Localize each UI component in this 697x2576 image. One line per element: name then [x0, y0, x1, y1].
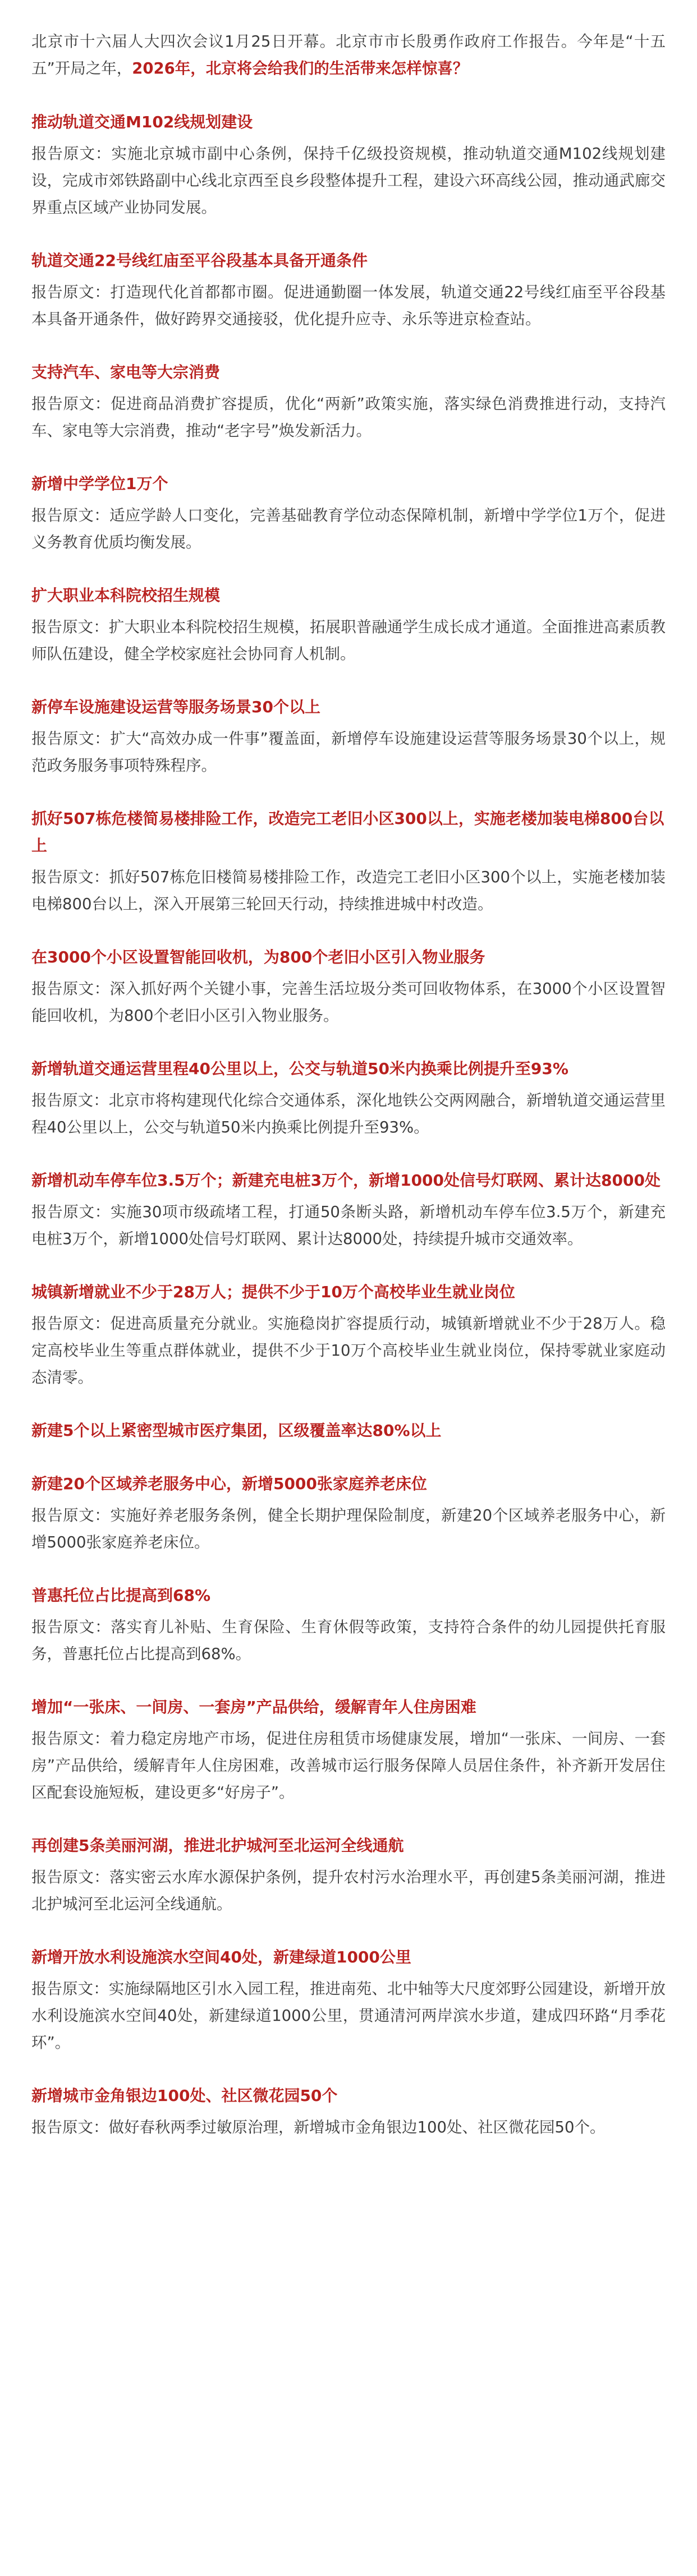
section [31, 109, 666, 221]
section [31, 1832, 666, 1918]
section-body: 报告原文：实施绿隔地区引水入园工程，推进南苑、北中轴等大尺度郊野公园建设，新增开放水利设施滨水空间40处，新建绿道1000公里，贯通清河两岸滨水步道，建成四环路“月季花环”。 [31, 1980, 666, 2052]
section [31, 944, 666, 1029]
section [31, 582, 666, 667]
section-body: 报告原文：适应学龄人口变化，完善基础教育学位动态保障机制，新增中学学位1万个，促进义务教育优质均衡发展。 [31, 506, 666, 551]
intro-text: 北京市十六届人大四次会议1月25日开幕。北京市市长殷勇作政府工作报告。今年是“十五五”开局之年， [31, 33, 666, 77]
section-body: 报告原文：实施好养老服务条例，健全长期护理保险制度，新建20个区域养老服务中心，新增5000张家庭养老床位。 [31, 1506, 666, 1551]
section-title: 抓好507栋危楼简易楼排险工作，改造完工老旧小区300以上，实施老楼加装电梯800台以上 [31, 809, 664, 855]
section [31, 2082, 666, 2141]
section [31, 359, 666, 444]
section-body: 报告原文：打造现代化首都都市圈。促进通勤圈一体发展，轨道交通22号线红庙至平谷段基本具备开通条件，做好跨界交通接驳，优化提升应寺、永乐等进京检查站。 [31, 283, 666, 328]
section [31, 1056, 666, 1141]
section-body: 报告原文：促进高质量充分就业。实施稳岗扩容提质行动，城镇新增就业不少于28万人。稳定高校毕业生等重点群体就业，提供不少于10万个高校毕业生就业岗位，保持零就业家庭动态清零。 [31, 1315, 666, 1386]
section-title: 新增开放水利设施滨水空间40处，新建绿道1000公里 [31, 1948, 411, 1966]
section [31, 1471, 666, 1556]
section-title: 新增轨道交通运营里程40公里以上，公交与轨道50米内换乘比例提升至93% [31, 1059, 568, 1078]
intro-paragraph [31, 28, 666, 82]
section [31, 694, 666, 779]
section [31, 471, 666, 556]
section-body: 报告原文：抓好507栋危旧楼简易楼排险工作，改造完工老旧小区300个以上，实施老楼加装电梯800台以上，深入开展第三轮回天行动，持续推进城中村改造。 [31, 868, 666, 913]
intro-highlight: 2026年，北京将会给我们的生活带来怎样惊喜？ [132, 59, 469, 77]
section-title: 推动轨道交通M102线规划建设 [31, 113, 253, 131]
section-body: 报告原文：实施北京城市副中心条例，保持千亿级投资规模，推动轨道交通M102线规划建设，完成市郊铁路副中心线北京西至良乡段整体提升工程，建设六环高线公园，推动通武廊交界重点区域产业协同发展。 [31, 145, 666, 216]
section [31, 1944, 666, 2056]
section-body: 报告原文：落实密云水库水源保护条例，提升农村污水治理水平，再创建5条美丽河湖，推进北护城河至北运河全线通航。 [31, 1868, 666, 1913]
section-body: 报告原文：深入抓好两个关键小事，完善生活垃圾分类可回收物体系，在3000个小区设置智能回收机，为800个老旧小区引入物业服务。 [31, 980, 666, 1025]
section-body: 报告原文：落实育儿补贴、生育保险、生育休假等政策，支持符合条件的幼儿园提供托育服务，普惠托位占比提高到68%。 [31, 1618, 666, 1663]
section-title: 城镇新增就业不少于28万人；提供不少于10万个高校毕业生就业岗位 [31, 1283, 515, 1301]
section-body: 报告原文：促进商品消费扩容提质，优化“两新”政策实施，落实绿色消费推进行动，支持汽车、家电等大宗消费，推动“老字号”焕发新活力。 [31, 395, 666, 440]
section-body: 报告原文：北京市将构建现代化综合交通体系，深化地铁公交两网融合，新增轨道交通运营里程40公里以上，公交与轨道50米内换乘比例提升至93%。 [31, 1091, 666, 1136]
section-body: 报告原文：实施30项市级疏堵工程，打通50条断头路，新增机动车停车位3.5万个，新建充电桩3万个，新增1000处信号灯联网、累计达8000处，持续提升城市交通效率。 [31, 1203, 666, 1248]
section [31, 1417, 666, 1444]
section [31, 1582, 666, 1667]
section-title: 扩大职业本科院校招生规模 [31, 586, 221, 605]
section-body: 报告原文：做好春秋两季过敏原治理，新增城市金角银边100处、社区微花园50个。 [31, 2118, 606, 2136]
section-title: 新停车设施建设运营等服务场景30个以上 [31, 698, 320, 716]
section-title: 新增中学学位1万个 [31, 474, 168, 493]
section-title: 在3000个小区设置智能回收机，为800个老旧小区引入物业服务 [31, 948, 485, 966]
section-title: 新增城市金角银边100处、社区微花园50个 [31, 2086, 338, 2105]
section [31, 805, 666, 918]
section-title: 普惠托位占比提高到68% [31, 1586, 211, 1605]
section [31, 1167, 666, 1252]
section-body: 报告原文：扩大职业本科院校招生规模，拓展职普融通学生成长成才通道。全面推进高素质教师队伍建设，健全学校家庭社会协同育人机制。 [31, 618, 666, 663]
section-title: 轨道交通22号线红庙至平谷段基本具备开通条件 [31, 251, 368, 270]
section-title: 新建20个区域养老服务中心，新增5000张家庭养老床位 [31, 1474, 427, 1493]
section-body: 报告原文：着力稳定房地产市场，促进住房租赁市场健康发展，增加“一张床、一间房、一套房”产品供给，缓解青年人住房困难，改善城市运行服务保障人员居住条件，补齐新开发居住区配套设施短板，建设更多“好房子”。 [31, 1730, 666, 1801]
section-title: 增加“一张床、一间房、一套房”产品供给，缓解青年人住房困难 [31, 1698, 476, 1716]
section [31, 1694, 666, 1806]
section-title: 支持汽车、家电等大宗消费 [31, 363, 221, 381]
section-title: 再创建5条美丽河湖，推进北护城河至北运河全线通航 [31, 1836, 404, 1855]
section [31, 1279, 666, 1391]
section-title: 新建5个以上紧密型城市医疗集团，区级覆盖率达80%以上 [31, 1421, 442, 1440]
section [31, 247, 666, 333]
section-body: 报告原文：扩大“高效办成一件事”覆盖面，新增停车设施建设运营等服务场景30个以上，规范政务服务事项特殊程序。 [31, 730, 666, 775]
section-title: 新增机动车停车位3.5万个；新建充电桩3万个，新增1000处信号灯联网、累计达8000处 [31, 1171, 661, 1190]
